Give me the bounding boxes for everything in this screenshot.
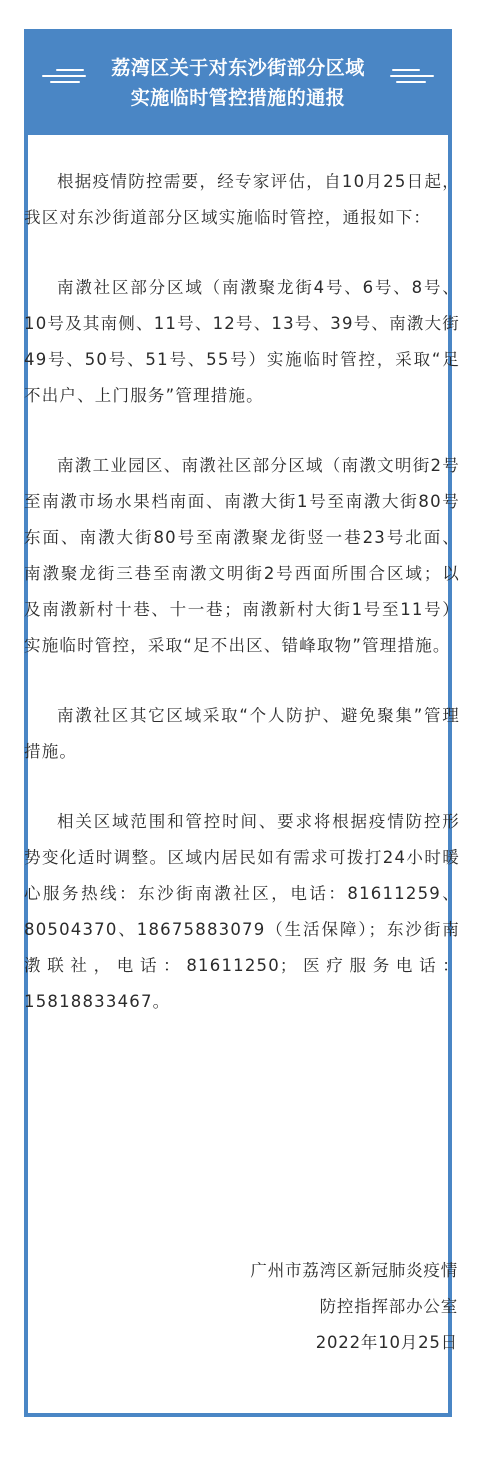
signoff-date: 2022年10月25日	[315, 1333, 458, 1352]
right-decoration-lines	[384, 69, 434, 85]
title-line-2: 实施临时管控措施的通报	[130, 87, 346, 109]
paragraph-other-areas: 南漖社区其它区域采取“个人防护、避免聚集”管理措施。	[24, 706, 460, 761]
paragraph-industrial-park: 南漖工业园区、南漖社区部分区域（南漖文明街2号至南漖市场水果档南面、南漖大街1号至南漖大街80号东面、南漖大街80号至南漖聚龙街竖一巷23号北面、南漖聚龙街三巷至南漖文明街2号西面所围合区域；以及南漖新村十巷、十一巷；南漖新村大街1号至11号）实施临时管控，采取“足不出区、错峰取物”管理措施。	[24, 456, 460, 655]
signoff-org-line-2: 防控指挥部办公室	[319, 1297, 458, 1316]
title-line-1: 荔湾区关于对东沙街部分区域	[111, 57, 365, 79]
paragraph-nanjiao-community: 南漖社区部分区域（南漖聚龙街4号、6号、8号、10号及其南侧、11号、12号、13号、39号、南漖大街49号、50号、51号、55号）实施临时管控，采取“足不出户、上门服务”管理措施。	[24, 278, 460, 405]
title-banner	[28, 33, 448, 135]
paragraph-hotlines: 相关区域范围和管控时间、要求将根据疫情防控形势变化适时调整。区域内居民如有需求可拨打24小时暖心服务热线：东沙街南漖社区，电话：81611259、80504370、18675883079（生活保障）；东沙街南漖联社，电话：81611250；医疗服务电话：15818833467。	[24, 812, 460, 1011]
paragraph-intro: 根据疫情防控需要，经专家评估，自10月25日起，我区对东沙街道部分区域实施临时管控，通报如下：	[24, 172, 460, 227]
signoff-block	[250, 1253, 458, 1361]
notice-body	[24, 164, 460, 1054]
signoff-org-line-1: 广州市荔湾区新冠肺炎疫情	[250, 1261, 458, 1280]
